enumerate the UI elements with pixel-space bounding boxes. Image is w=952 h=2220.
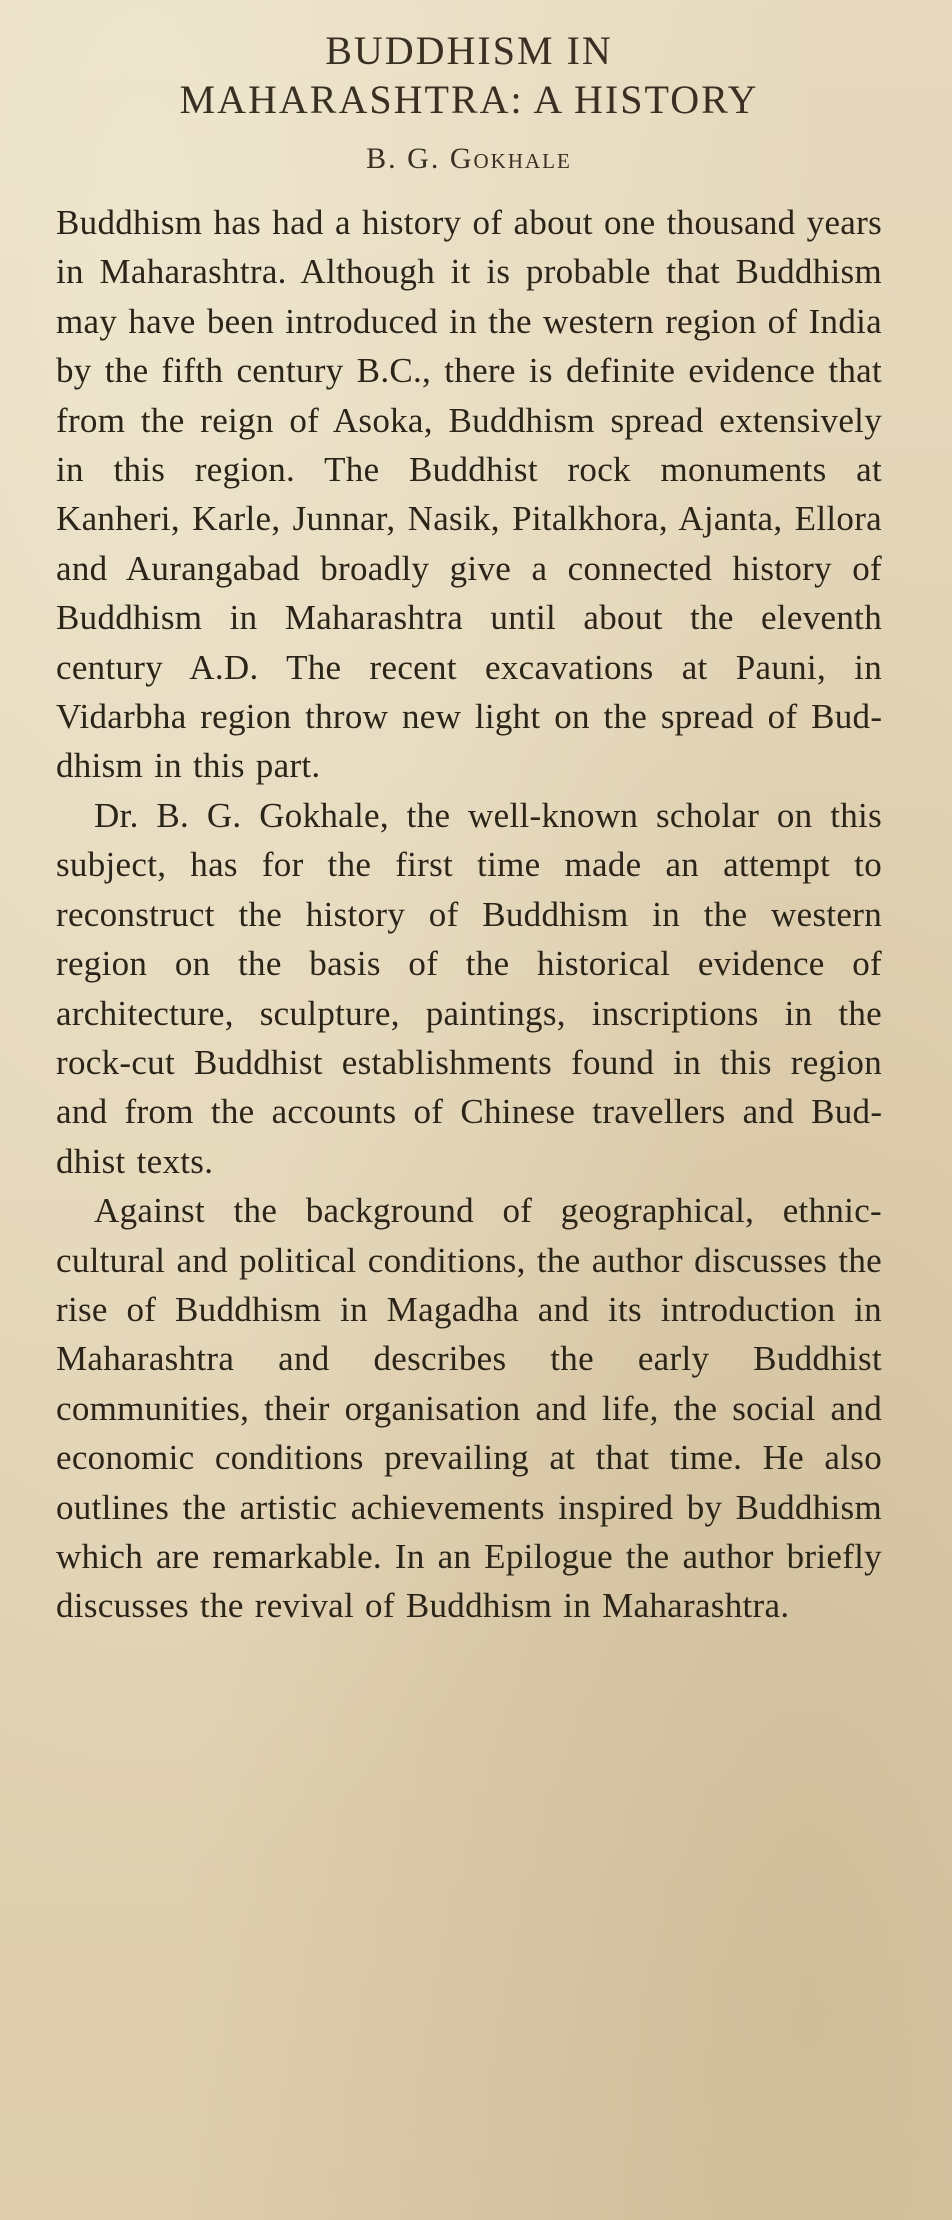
author-name: B. G. Gokhale xyxy=(366,142,572,175)
book-title-line-2: MAHARASHTRA: A HISTORY xyxy=(179,77,759,122)
blurb-paragraph-3: Against the background of geographical, ethnic-cultural and political conditions, the author discusses the rise of Buddhism in Magadha and its introduction in Maharashtra and describes the early Buddhist communities, their organisation and life, the social and economic conditions prevailing at that time. He also outlines the artistic achievements inspired by Buddhism which are remarkable. In an Epilogue the author briefly discusses the revival of Buddhism in Maharashtra. xyxy=(56,1191,882,1626)
book-title xyxy=(56,26,882,124)
blurb-paragraph-1: Buddhism has had a history of about one thousand years in Maharashtra. Although it is probable that Buddhism may have been introduced in the western region of India by the fifth century B.C., there is definite evidence that from the reign of Asoka, Buddhism spread extensively in this region. The Buddhist rock monuments at Kanheri, Karle, Junnar, Nasik, Pitalkhora, Ajanta, Ellora and Aurangabad broadly give a connected history of Buddhism in Maharashtra until about the eleventh century A.D. The recent excavations at Pauni, in Vidarbha region throw new light on the spread of Buddhism in this part. xyxy=(56,203,882,786)
book-title-line-1: BUDDHISM IN xyxy=(325,28,613,73)
blurb-paragraph-2: Dr. B. G. Gokhale, the well-known scholar on this subject, has for the first time made an attempt to reconstruct the history of Buddhism in the western region on the basis of the historical evidence of architecture, sculpture, paintings, inscriptions in the rock-cut Buddhist establishments found in this region and from the accounts of Chinese travellers and Buddhist texts. xyxy=(56,795,882,1181)
blurb-body xyxy=(56,198,882,1631)
